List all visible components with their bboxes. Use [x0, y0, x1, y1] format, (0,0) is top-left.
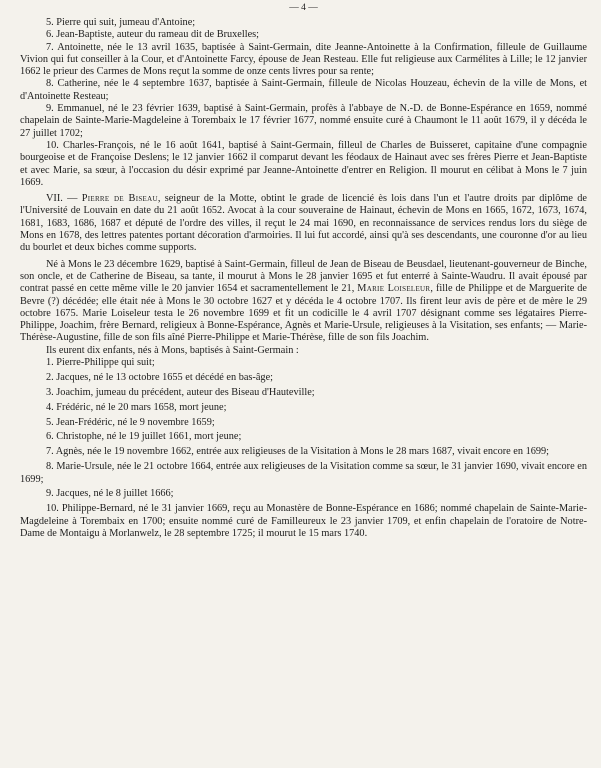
children-intro: Ils eurent dix enfants, nés à Mons, baptisés à Saint-Germain : — [46, 344, 299, 356]
section-person-name: Pierre de Biseau — [81, 193, 158, 205]
section-text: , seigneur de la Motte, obtint le grade de licencié ès lois dans l'un et l'autre droits par diplôme de l'Université de Louvain en date du 21 août 1652. Avocat à la cour souveraine de Hainaut, échevin de Mons en 1665, 1672, 1673, 1674, 1681, 1683, 1686, 1687 et député de l'ordre des villes, il reçut le 24 mai 1690, en reconnaissance de services rendus lors du siège de Mons en 1678, des lettres patentes portant décoration d'armoiries. Il lui fut accordé, ainsi qu'à ses descendants, une couronne d'or au lieu du bourlet et deux biches comme supports. — [20, 193, 587, 254]
list-item: 7. Agnès, née le 19 novembre 1662, entrée aux religieuses de la Visitation à Mons le 28 mars 1687, vivait encore en 1699; — [46, 446, 550, 458]
section-paragraph — [20, 193, 587, 254]
intro-item: 9. Emmanuel, né le 23 février 1639, baptisé à Saint-Germain, profès à l'abbaye de N.-D. de Bonne-Espérance en 1659, nommé chapelain de Sainte-Marie-Magdeleine à Torembaix le 17 février 1677, nommé ensuite curé à Chaumont le 11 août 1679, il y décéda le 27 juillet 1702; — [20, 103, 587, 139]
page-number: — 4 — — [289, 3, 318, 13]
list-item: 5. Jean-Frédéric, né le 9 novembre 1659; — [46, 416, 215, 428]
list-item: 1. Pierre-Philippe qui suit; — [46, 357, 155, 369]
list-item: 6. Christophe, né le 19 juillet 1661, mort jeune; — [46, 431, 242, 443]
list-item: 4. Frédéric, né le 20 mars 1658, mort jeune; — [46, 401, 227, 413]
birth-paragraph — [20, 259, 587, 345]
intro-item: 7. Antoinette, née le 13 avril 1635, baptisée à Saint-Germain, dite Jeanne-Antoinette à la Confirmation, filleule de Guillaume Vivion qui fut conseiller à la Cour, et d'Antoinette Farcy, épouse de Jean Resteau. Elle fut religieuse aux Carmélites à Lille; le 12 janvier 1662 le prieur des Carmes de Mons reçut la somme de onze cents livres pour sa rente; — [20, 41, 587, 78]
spouse-name: Marie Loiseleur — [357, 283, 431, 295]
intro-item: 6. Jean-Baptiste, auteur du rameau dit de Bruxelles; — [46, 29, 260, 41]
intro-item: 10. Charles-François, né le 16 août 1641, baptisé à Saint-Germain, filleul de Charles de Buisseret, capitaine d'une compagnie bourgeoise et de Françoise Deslens; le 12 janvier 1662 il comparut devant les féodaux de Hainaut avec ses frères Pierre et Jean-Baptiste et avec Marie, sa sœur, à l'occasion du désir exprimé par Jeanne-Antoinette d'entrer en Religion. Il mourut en célibat à Mons le 7 juin 1669. — [20, 139, 587, 188]
intro-item: 5. Pierre qui suit, jumeau d'Antoine; — [46, 17, 196, 28]
intro-list — [20, 17, 587, 189]
list-item: 9. Jacques, né le 8 juillet 1666; — [46, 488, 174, 500]
children-list — [20, 357, 587, 540]
section-number: VII. — — [46, 193, 78, 205]
intro-item: 8. Catherine, née le 4 septembre 1637, baptisée à Saint-Germain, filleule de Nicolas Houzeau, échevin de la ville de Mons, et d'Antoinette Resteau; — [20, 78, 587, 102]
birth-text-before: Né à Mons le 23 décembre 1629, baptisé à Saint-Germain, filleul de Jean de Biseau de Beusdael, lieutenant-gouverneur de Binche, son oncle, et de Catherine de Biseau, sa tante, il mourut à Mons le 28 janvier 1695 et fut enterré à Sainte-Waudru. Il avait épousé par contrat passé en cette même ville le 20 janvier 1654 et sacramentellement le 21, — [20, 258, 587, 295]
list-item: 3. Joachim, jumeau du précédent, auteur des Biseau d'Hauteville; — [46, 386, 315, 398]
list-item: 2. Jacques, né le 13 octobre 1655 et décédé en bas-âge; — [46, 371, 274, 383]
list-item: 10. Philippe-Bernard, né le 31 janvier 1669, reçu au Monastère de Bonne-Espérance en 1686; nommé chapelain de Sainte-Marie-Magdeleine à Torembaix en 1700; ensuite nommé curé de Familleureux le 23 janvier 1709, et enfin chapelain de l'oratoire de Notre-Dame de Montaigu à Morlanwelz, le 28 septembre 1725; il mourut le 15 mars 1740. — [20, 503, 587, 539]
list-item: 8. Marie-Ursule, née le 21 octobre 1664, entrée aux religieuses de la Visitation comme sa sœur, le 31 janvier 1690, vivait encore en 1699; — [20, 461, 587, 485]
birth-text-after: , fille de Philippe et de Marguerite de Bevre (?) décédée; elle était née à Mons le 30 octobre 1627 et y décéda le 4 octobre 1707. Ils firent leur avis de père et de mère le 29 octobre 1675. Marie Loiseleur testa le 26 novembre 1699 et fit un codicille le 4 avril 1707 désignant comme ses légataires Pierre-Philippe, Joachim, frère Bernard, religieux à Bonne-Espérance, Agnès et Marie-Ursule, religieuses à la Visitation, ses enfants; — Marie-Thérèse-Augustine, fille de son fils aîné Pierre-Philippe et Marie-Thérèse, fille de son fils Joachim. — [20, 283, 587, 344]
